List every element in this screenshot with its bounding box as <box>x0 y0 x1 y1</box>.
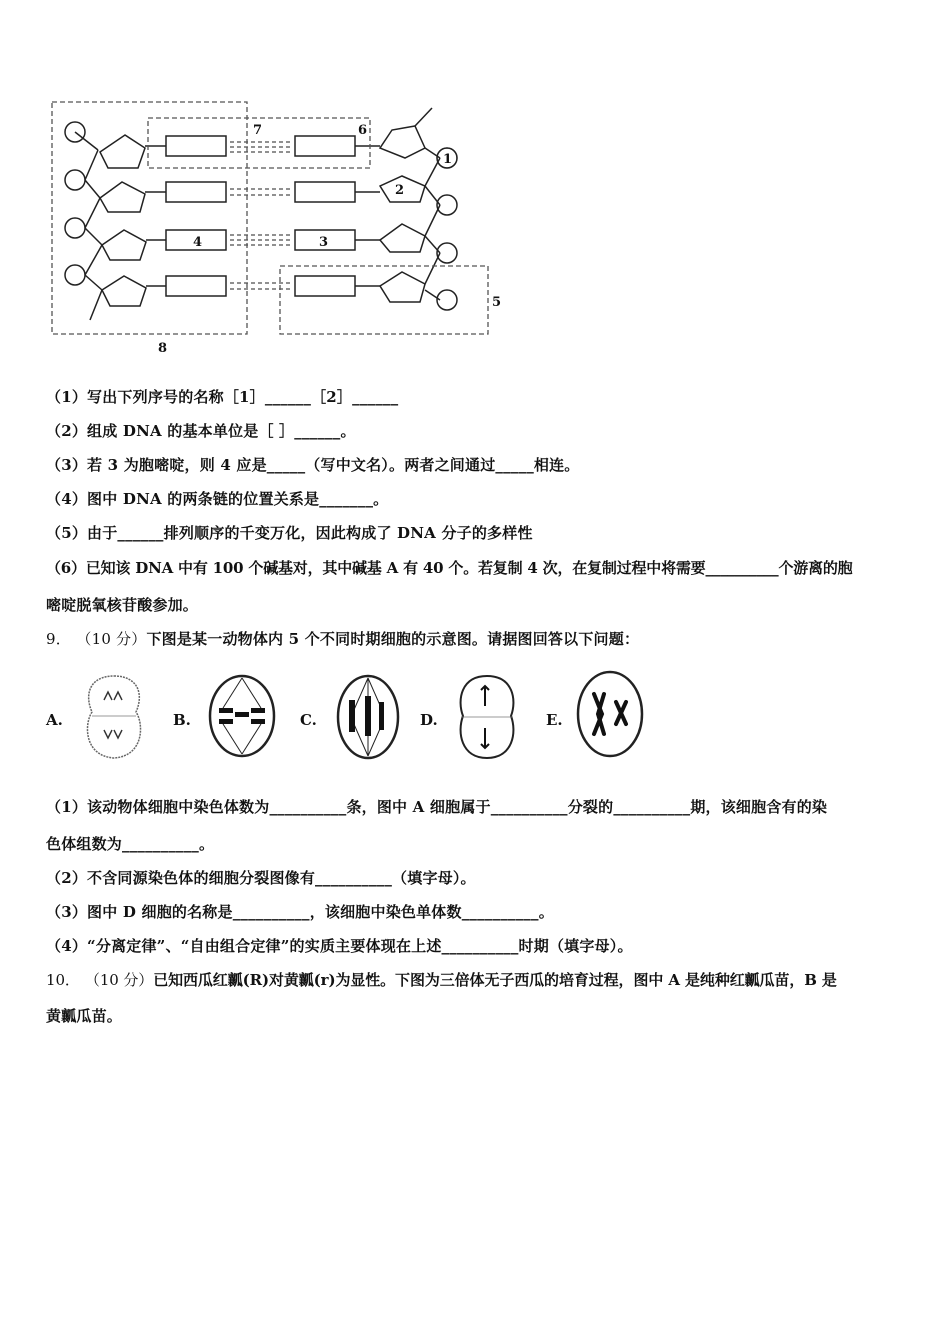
cell-label-b: B. <box>173 711 191 729</box>
dna-label-7: 7 <box>253 123 263 138</box>
q9-stem <box>46 628 639 649</box>
q8-item-4: （4）图中 DNA 的两条链的位置关系是_______。 <box>46 490 389 508</box>
dna-label-5: 5 <box>492 295 502 310</box>
cell-label-c: C. <box>300 711 317 729</box>
cell-d-figure <box>455 672 519 762</box>
dna-label-8: 8 <box>158 341 168 356</box>
q10-stem-cont: 黄瓤瓜苗。 <box>46 1007 123 1025</box>
cell-e-figure <box>574 668 650 762</box>
q8-item-3: （3）若 3 为胞嘧啶，则 4 应是_____（写中文名）。两者之间通过_____相连。 <box>46 456 580 474</box>
cell-label-d: D. <box>420 711 438 729</box>
q10-score: （10 分） <box>84 971 154 989</box>
cell-c-figure <box>333 672 403 762</box>
q10-stem-text: 已知西瓜红瓤(R)对黄瓤(r)为显性。下图为三倍体无子西瓜的培育过程，图中 A 是纯种红瓤瓜苗，B 是 <box>153 971 837 989</box>
q8-item-6: （6）已知该 DNA 中有 100 个碱基对，其中碱基 A 有 40 个。若复制 4 次，在复制过程中将需要__________个游离的胞 <box>46 559 853 577</box>
dna-label-3: 3 <box>319 235 329 250</box>
q9-number: 9． <box>46 630 71 648</box>
dna-label-6: 6 <box>358 123 368 138</box>
q8-item-6-cont: 嘧啶脱氧核苷酸参加。 <box>46 596 199 614</box>
q9-item-1-cont: 色体组数为__________。 <box>46 835 215 853</box>
dna-label-2: 2 <box>395 183 405 198</box>
cell-a-figure <box>78 672 150 762</box>
dna-structure-diagram <box>40 90 560 360</box>
q10-number: 10． <box>46 971 80 989</box>
cell-label-a: A. <box>46 711 63 729</box>
dna-label-4: 4 <box>193 235 203 250</box>
q8-item-5: （5）由于______排列顺序的千变万化，因此构成了 DNA 分子的多样性 <box>46 524 533 542</box>
q9-item-1: （1）该动物体细胞中染色体数为__________条，图中 A 细胞属于__________分裂的__________期，该细胞含有的染 <box>46 798 828 816</box>
q9-score: （10 分） <box>76 630 147 648</box>
q8-item-2: （2）组成 DNA 的基本单位是［ ］______。 <box>46 422 356 440</box>
q9-item-4: （4）“分离定律”、“自由组合定律”的实质主要体现在上述__________时期（填字母）。 <box>46 937 633 955</box>
q8-item-1: （1）写出下列序号的名称［1］______［2］______ <box>46 388 399 406</box>
q10-stem <box>46 969 837 990</box>
q9-item-2: （2）不含同源染色体的细胞分裂图像有__________（填字母）。 <box>46 869 476 887</box>
q9-item-3: （3）图中 D 细胞的名称是__________，该细胞中染色单体数__________。 <box>46 903 554 921</box>
dna-label-1: 1 <box>443 152 453 167</box>
cell-label-e: E. <box>546 711 563 729</box>
cell-b-figure <box>205 672 279 760</box>
q9-stem-text: 下图是某一动物体内 5 个不同时期细胞的示意图。请据图回答以下问题： <box>146 630 640 648</box>
